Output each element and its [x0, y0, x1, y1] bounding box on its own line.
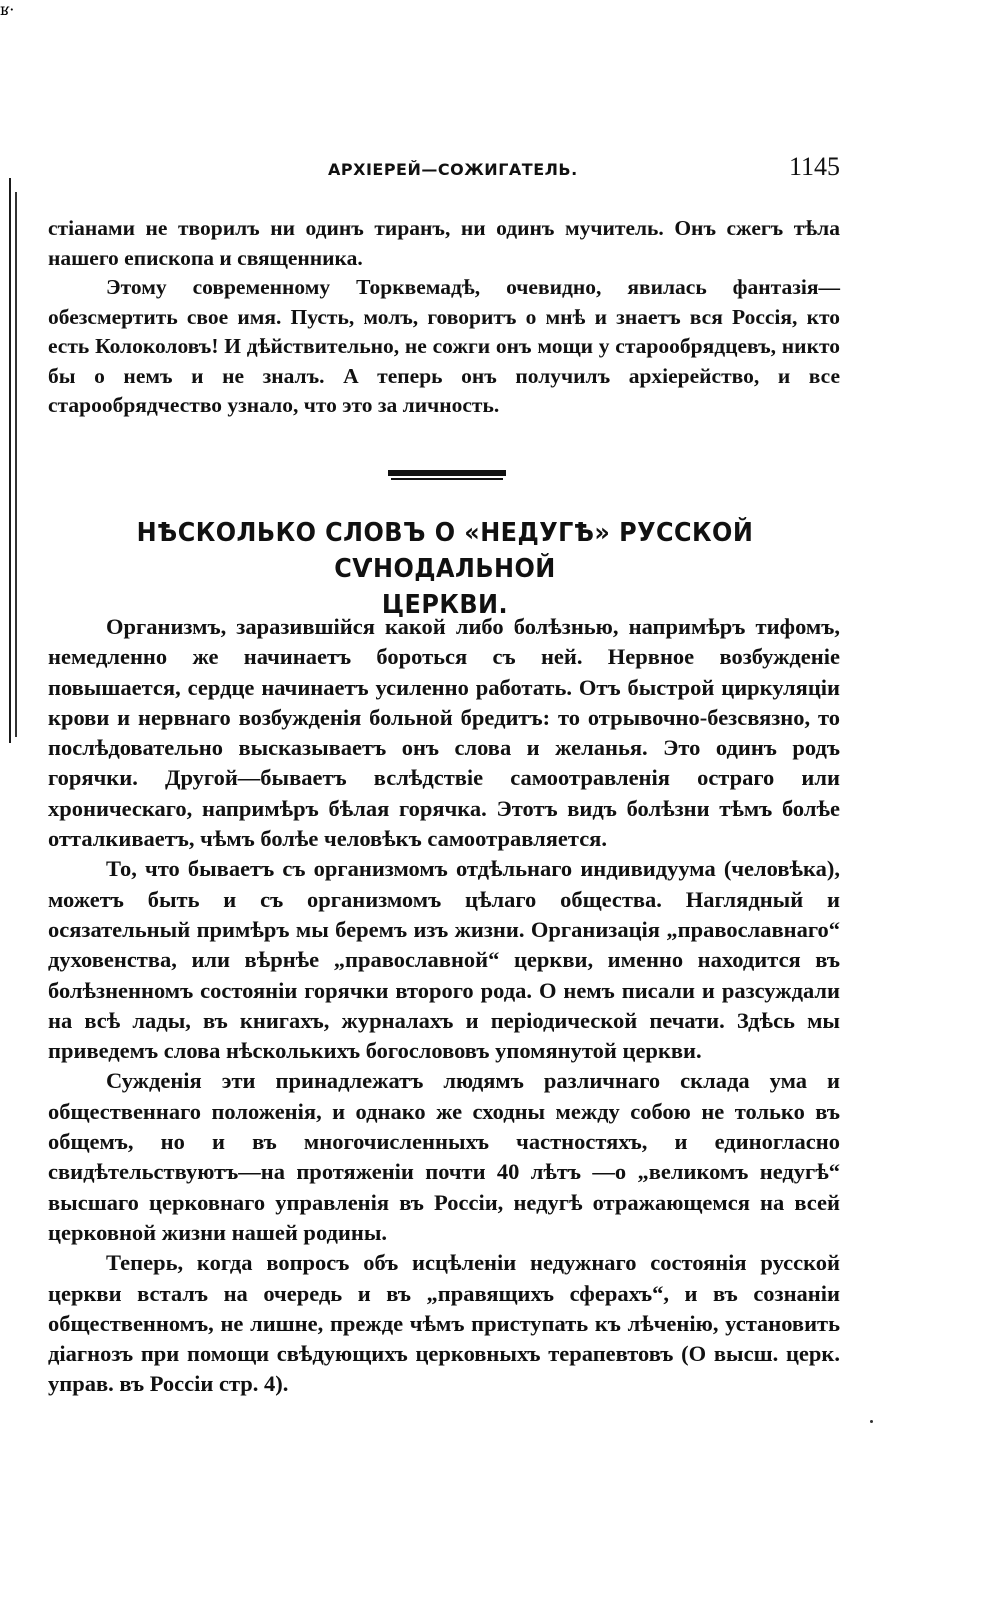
scan-artifact-mark: ʁ· — [0, 0, 15, 19]
running-title: АРХІЕРЕЙ—СОЖИГАТЕЛЬ. — [328, 160, 578, 179]
body-paragraph-2: То, что бываетъ съ организмомъ отдѣльнаго индивидуума (человѣка), можетъ быть и съ организмомъ цѣлаго общества. Наглядный и осязательный примѣръ мы беремъ изъ жизни. Организація „православнаго“ духовенства, или вѣрнѣе „православной“ церкви, именно находится въ болѣзненномъ состояніи горячки второго рода. О немъ писали и разсуждали на всѣ лады, въ книгахъ, журналахъ и періодической печати. Здѣсь мы приведемъ слова нѣсколькихъ богослововъ упомянутой церкви. — [48, 856, 840, 1064]
body-paragraph-3: Сужденія эти принадлежатъ людямъ различнаго склада ума и общественнаго положенія, и однако же сходны между собою не только въ общемъ, но и въ многочисленныхъ частностяхъ, и единогласно свидѣтельствуютъ—на протяженіи почти 40 лѣтъ —о „великомъ недугѣ“ высшаго церковнаго управленія въ Россіи, недугѣ отражающемся на всей церковной жизни нашей родины. — [48, 1068, 840, 1245]
running-header — [48, 152, 840, 188]
divider-thick-rule — [388, 470, 506, 476]
intro-text — [48, 214, 840, 421]
intro-paragraph-1: стіанами не творилъ ни одинъ тиранъ, ни одинъ мучитель. Онъ сжегъ тѣла нашего епископа и священника. — [48, 216, 840, 270]
article-body — [48, 612, 840, 1400]
scan-speck — [870, 1420, 873, 1423]
section-heading — [91, 515, 799, 623]
section-heading-line-1: НѢСКОЛЬКО СЛОВЪ О «НЕДУГѢ» РУССКОЙ СѴНОДАЛЬНОЙ — [136, 518, 754, 584]
page-number: 1145 — [788, 152, 840, 181]
margin-rule — [9, 178, 11, 743]
margin-rule-inner — [15, 192, 17, 737]
body-paragraph-1: Организмъ, заразившійся какой либо болѣзнью, напримѣръ тифомъ, немедленно же начинаетъ бороться съ ней. Нервное возбужденіе повышается, сердце начинаетъ усиленно работать. Отъ быстрой циркуляціи крови и нервнаго возбужденія больной бредитъ: то отрывочно-безсвязно, то послѣдовательно высказываетъ онъ слова и желанья. Это одинъ родъ горячки. Другой—бываетъ вслѣдствіе самоотравленія остраго или хроническаго, напримѣръ бѣлая горячка. Этотъ видъ болѣзни тѣмъ болѣе отталкиваетъ, чѣмъ болѣе человѣкъ самоотравляется. — [48, 614, 840, 852]
intro-paragraph-2: Этому современному Торквемадѣ, очевидно, явилась фантазія—обезсмертить свое имя. Пусть, молъ, говоритъ о мнѣ и знаетъ вся Россія, кто есть Колоколовъ! И дѣйствительно, не сожги онъ мощи у старообрядцевъ, никто бы о немъ и не зналъ. А теперь онъ получилъ архіерейство, и все старообрядчество узнало, что это за личность. — [48, 275, 840, 417]
section-divider — [388, 470, 506, 480]
body-paragraph-4: Теперь, когда вопросъ объ исцѣленіи недужнаго состоянія русской церкви всталъ на очередь и въ „правящихъ сферахъ“, и въ сознаніи общественномъ, не лишне, прежде чѣмъ приступать къ лѣченію, установить діагнозъ при помощи свѣдующихъ церковныхъ терапевтовъ (О высш. церк. управ. въ Россіи стр. 4). — [48, 1250, 840, 1397]
section-heading-line-2: ЦЕРКВИ. — [381, 590, 509, 620]
divider-thin-rule — [391, 478, 503, 480]
